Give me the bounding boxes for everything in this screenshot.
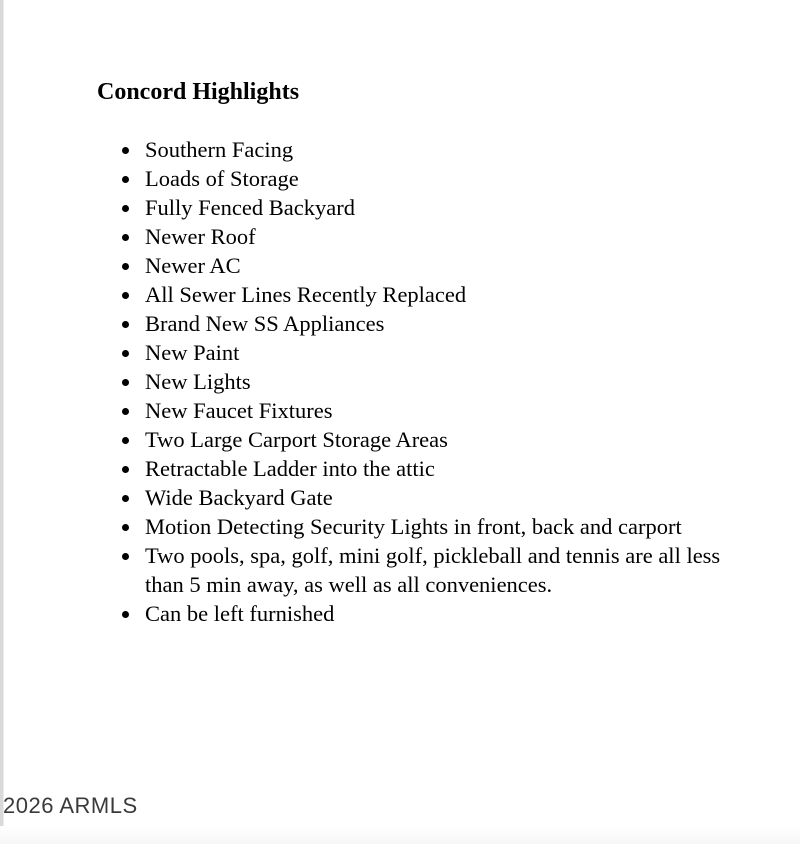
list-item: [145, 512, 745, 541]
list-item-text: Loads of Storage: [145, 166, 299, 191]
bullet-icon: [122, 350, 129, 357]
highlights-list: [145, 135, 745, 628]
list-item-text: Retractable Ladder into the attic: [145, 456, 435, 481]
bullet-icon: [122, 408, 129, 415]
list-item-text: Motion Detecting Security Lights in front, back and carport: [145, 514, 682, 539]
list-item-text: Fully Fenced Backyard: [145, 195, 355, 220]
list-item-text: Two pools, spa, golf, mini golf, pickleball and tennis are all less than 5 min away, as well as all conveniences.: [145, 543, 721, 597]
list-item: [145, 483, 745, 512]
bullet-icon: [122, 205, 129, 212]
list-item-text: Two Large Carport Storage Areas: [145, 427, 448, 452]
bullet-icon: [122, 524, 129, 531]
page-left-border: [0, 0, 4, 844]
bullet-icon: [122, 611, 129, 618]
list-item-text: Newer Roof: [145, 224, 256, 249]
list-item-text: New Lights: [145, 369, 251, 394]
list-item-text: New Faucet Fixtures: [145, 398, 333, 423]
bullet-icon: [122, 553, 129, 560]
list-item-text: Brand New SS Appliances: [145, 311, 385, 336]
bullet-icon: [122, 234, 129, 241]
bullet-icon: [122, 466, 129, 473]
bullet-icon: [122, 495, 129, 502]
list-item: [145, 164, 745, 193]
copyright-watermark: 2026 ARMLS: [3, 793, 138, 818]
list-item: [145, 251, 745, 280]
bullet-icon: [122, 292, 129, 299]
list-item: [145, 454, 745, 483]
list-item: [145, 338, 745, 367]
list-item-text: Wide Backyard Gate: [145, 485, 333, 510]
list-item: [145, 599, 745, 628]
list-item: [145, 396, 745, 425]
list-item: [145, 222, 745, 251]
bullet-icon: [122, 147, 129, 154]
list-item-text: Newer AC: [145, 253, 241, 278]
list-item: [145, 280, 745, 309]
bullet-icon: [122, 437, 129, 444]
list-item: [145, 367, 745, 396]
list-item-text: Southern Facing: [145, 137, 294, 162]
list-item: [145, 541, 745, 599]
bullet-icon: [122, 263, 129, 270]
bullet-icon: [122, 321, 129, 328]
page-bottom-edge: [0, 826, 800, 844]
list-item: [145, 193, 745, 222]
bullet-icon: [122, 379, 129, 386]
list-item-text: New Paint: [145, 340, 240, 365]
list-item-text: All Sewer Lines Recently Replaced: [145, 282, 467, 307]
list-item: [145, 135, 745, 164]
page-title: Concord Highlights: [97, 79, 300, 105]
bullet-icon: [122, 176, 129, 183]
list-item: [145, 309, 745, 338]
list-item: [145, 425, 745, 454]
list-item-text: Can be left furnished: [145, 601, 335, 626]
